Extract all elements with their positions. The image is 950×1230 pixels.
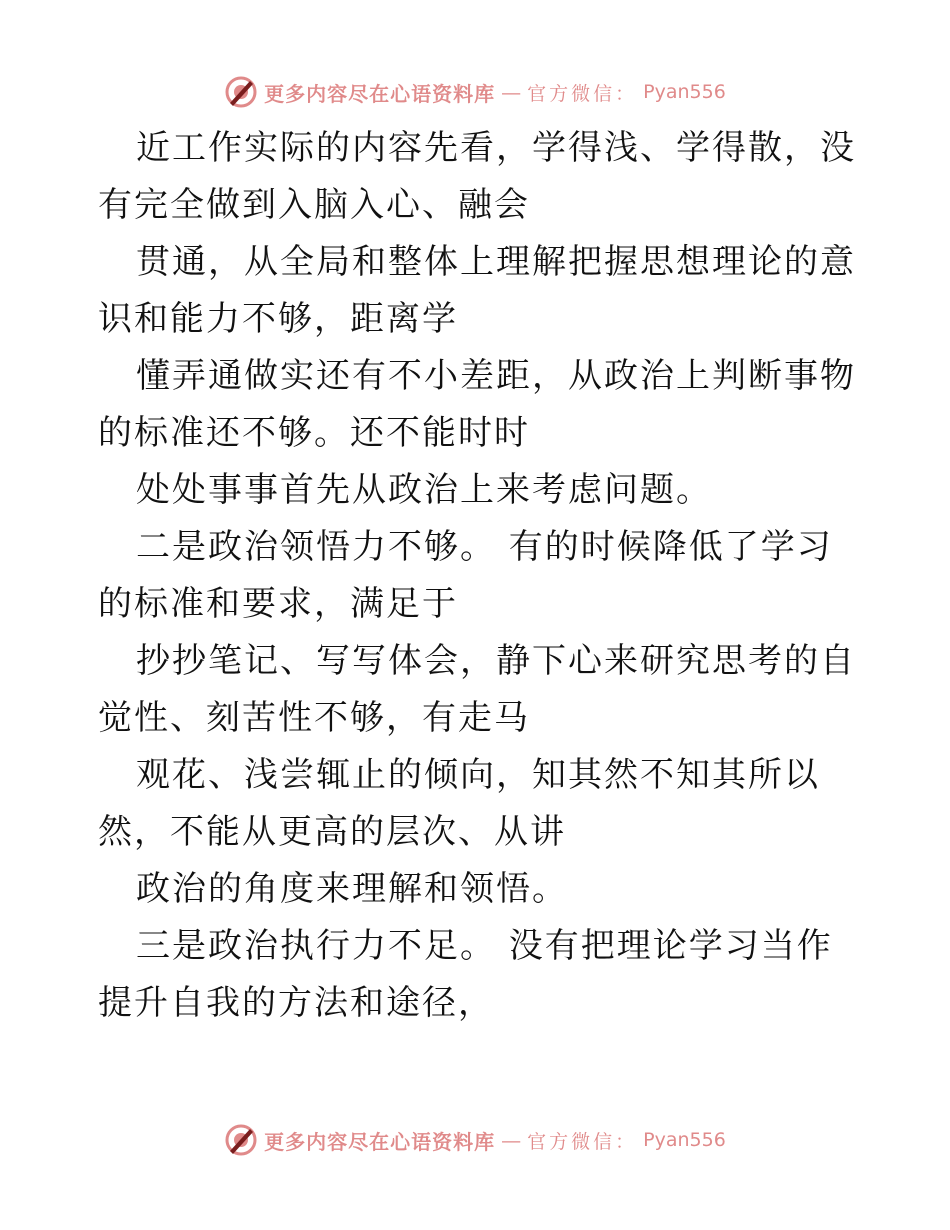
- paragraph-2: 贯通，从全局和整体上理解把握思想理论的意识和能力不够，距离学: [98, 242, 856, 339]
- brand-logo-icon: [224, 75, 258, 109]
- footer-watermark: [0, 1120, 950, 1160]
- footer-dash: —: [501, 1128, 522, 1152]
- paragraph-7: 观花、浅尝辄止的倾向，知其然不知其所以然，不能从更高的层次、从讲: [98, 755, 820, 852]
- paragraph-5: 二是政治领悟力不够。 有的时候降低了学习的标准和要求，满足于: [98, 527, 833, 624]
- footer-brand-text: 更多内容尽在心语资料库: [264, 1129, 496, 1154]
- footer-wechat-id: Pyan556: [643, 1129, 726, 1151]
- header-watermark: [0, 72, 950, 112]
- header-brand-text: 更多内容尽在心语资料库: [264, 81, 496, 106]
- paragraph-6: 抄抄笔记、写写体会，静下心来研究思考的自觉性、刻苦性不够，有走马: [98, 641, 856, 738]
- header-wechat-label: 官方微信：: [527, 82, 638, 105]
- brand-logo-icon: [224, 1123, 258, 1157]
- footer-wechat-label: 官方微信：: [527, 1130, 638, 1153]
- paragraph-9: 三是政治执行力不足。 没有把理论学习当作提升自我的方法和途径，: [98, 926, 833, 1023]
- header-wechat-id: Pyan556: [643, 81, 726, 103]
- paragraph-1: 近工作实际的内容先看，学得浅、学得散，没有完全做到入脑入心、融会: [98, 128, 856, 225]
- document-body: [98, 120, 858, 1032]
- paragraph-4: 处处事事首先从政治上来考虑问题。: [136, 470, 712, 510]
- header-dash: —: [501, 80, 522, 104]
- paragraph-3: 懂弄通做实还有不小差距，从政治上判断事物的标准还不够。还不能时时: [98, 356, 856, 453]
- paragraph-8: 政治的角度来理解和领悟。: [136, 869, 568, 909]
